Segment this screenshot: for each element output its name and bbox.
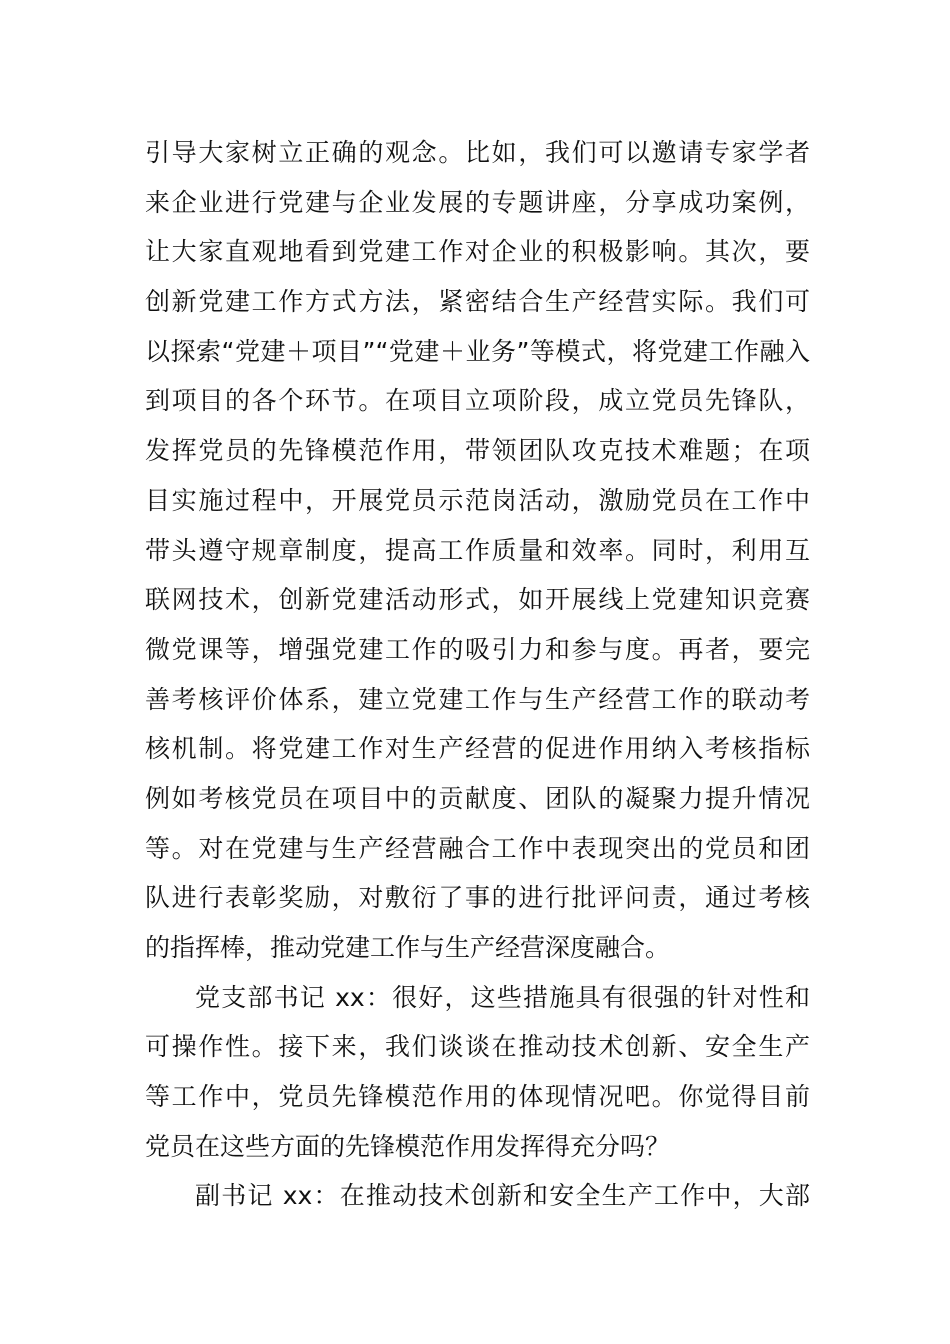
text-line: 等。对在党建与生产经营融合工作中表现突出的党员和团 <box>145 833 810 863</box>
text-line: 来企业进行党建与企业发展的专题讲座，分享成功案例， <box>145 187 810 217</box>
text-line: 到项目的各个环节。在项目立项阶段，成立党员先锋队， <box>145 386 810 416</box>
text-line: 带头遵守规章制度，提高工作质量和效率。同时，利用互 <box>145 535 810 565</box>
text-line: 党支部书记 xx：很好，这些措施具有很强的针对性和 <box>195 982 810 1012</box>
text-line: 副书记 xx：在推动技术创新和安全生产工作中，大部 <box>195 1181 810 1211</box>
text-line: 目实施过程中，开展党员示范岗活动，激励党员在工作中 <box>145 485 810 515</box>
text-line: 的指挥棒，推动党建工作与生产经营深度融合。 <box>145 933 671 962</box>
document-body <box>145 128 810 1221</box>
text-line: 可操作性。接下来，我们谈谈在推动技术创新、安全生产 <box>145 1032 810 1062</box>
text-line: 发挥党员的先锋模范作用，带领团队攻克技术难题；在项 <box>145 436 810 466</box>
text-line: 让大家直观地看到党建工作对企业的积极影响。其次，要 <box>145 237 810 267</box>
text-line: 联网技术，创新党建活动形式，如开展线上党建知识竞赛 <box>145 585 810 615</box>
text-line: 等工作中，党员先锋模范作用的体现情况吧。你觉得目前 <box>145 1082 810 1112</box>
text-line: 微党课等，增强党建工作的吸引力和参与度。再者，要完 <box>145 634 810 664</box>
text-line: 以探索“党建＋项目”“党建＋业务”等模式，将党建工作融入 <box>145 336 810 366</box>
text-line: 党员在这些方面的先锋模范作用发挥得充分吗？ <box>145 1131 671 1161</box>
text-line: 创新党建工作方式方法，紧密结合生产经营实际。我们可 <box>145 287 810 317</box>
text-line: 队进行表彰奖励，对敷衍了事的进行批评问责，通过考核 <box>145 883 810 913</box>
text-line: 例如考核党员在项目中的贡献度、团队的凝聚力提升情况 <box>145 783 810 813</box>
text-line: 核机制。将党建工作对生产经营的促进作用纳入考核指标 <box>145 734 810 764</box>
text-line: 引导大家树立正确的观念。比如，我们可以邀请专家学者 <box>145 138 810 167</box>
text-line: 善考核评价体系，建立党建工作与生产经营工作的联动考 <box>145 684 810 714</box>
